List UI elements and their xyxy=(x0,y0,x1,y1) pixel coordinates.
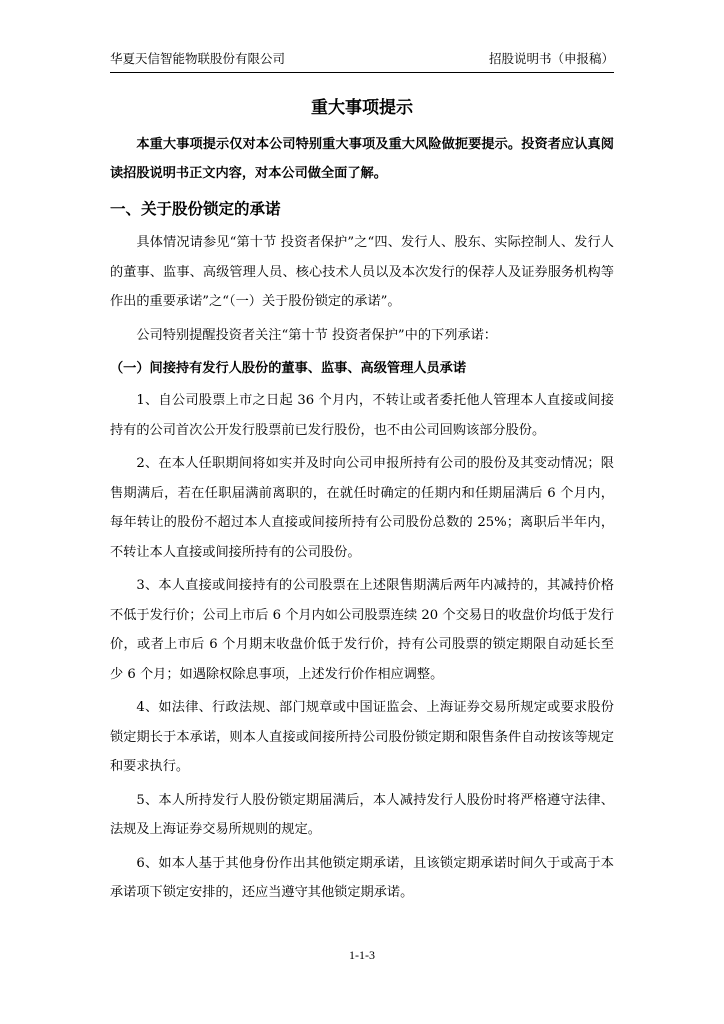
intro-paragraph: 本重大事项提示仅对本公司特别重大事项及重大风险做扼要提示。投资者应认真阅读招股说明书正文内容，对本公司做全面了解。 xyxy=(110,137,614,181)
document-title: 重大事项提示 xyxy=(311,98,413,118)
subsection-heading-indirect-holders: （一）间接持有发行人股份的董事、监事、高级管理人员承诺 xyxy=(110,361,467,376)
page-header xyxy=(110,50,614,73)
reference-paragraph: 具体情况请参见“第十节 投资者保护”之“四、发行人、股东、实际控制人、发行人的董事、监事、高级管理人员、核心技术人员以及本次发行的保荐人及证券服务机构等作出的重要承诺”之“（一）关于股份锁定的承诺”。 xyxy=(110,235,614,309)
commitment-item-3: 3、本人直接或间接持有的公司股票在上述限售期满后两年内减持的，其减持价格不低于发行价；公司上市后 6 个月内如公司股票连续 20 个交易日的收盘价均低于发行价，或者上市后 6 个月期末收盘价低于发行价，持有公司股票的锁定期限自动延长至少 6 个月；如遇除权除息事项，上述发行价作相应调整。 xyxy=(110,578,614,682)
page-number: 1-1-3 xyxy=(349,948,375,962)
reminder-paragraph: 公司特别提醒投资者关注“第十节 投资者保护”中的下列承诺： xyxy=(136,327,497,343)
commitment-item-5: 5、本人所持发行人股份锁定期届满后，本人减持发行人股份时将严格遵守法律、法规及上海证券交易所规则的规定。 xyxy=(110,792,614,837)
commitment-item-2: 2、在本人任职期间将如实并及时向公司申报所持有公司的股份及其变动情况；限售期满后，若在任职届满前离职的，在就任时确定的任期内和任期届满后 6 个月内，每年转让的股份不超过本人直接或间接所持有公司股份总数的 25%；离职后半年内，不转让本人直接或间接所持有的公司股份。 xyxy=(110,456,614,560)
section-heading-share-lockup: 一、关于股份锁定的承诺 xyxy=(110,199,281,218)
commitment-item-6: 6、如本人基于其他身份作出其他锁定期承诺，且该锁定期承诺时间久于或高于本承诺项下锁定安排的，还应当遵守其他锁定期承诺。 xyxy=(110,855,614,900)
commitment-item-4: 4、如法律、行政法规、部门规章或中国证监会、上海证券交易所规定或要求股份锁定期长于本承诺，则本人直接或间接所持公司股份锁定期和限售条件自动按该等规定和要求执行。 xyxy=(110,700,614,774)
header-company-name: 华夏天信智能物联股份有限公司 xyxy=(110,51,286,66)
header-document-type: 招股说明书（申报稿） xyxy=(488,51,614,66)
commitment-item-1: 1、自公司股票上市之日起 36 个月内，不转让或者委托他人管理本人直接或间接持有的公司首次公开发行股票前已发行股份，也不由公司回购该部分股份。 xyxy=(110,393,614,438)
document-body xyxy=(110,88,614,912)
